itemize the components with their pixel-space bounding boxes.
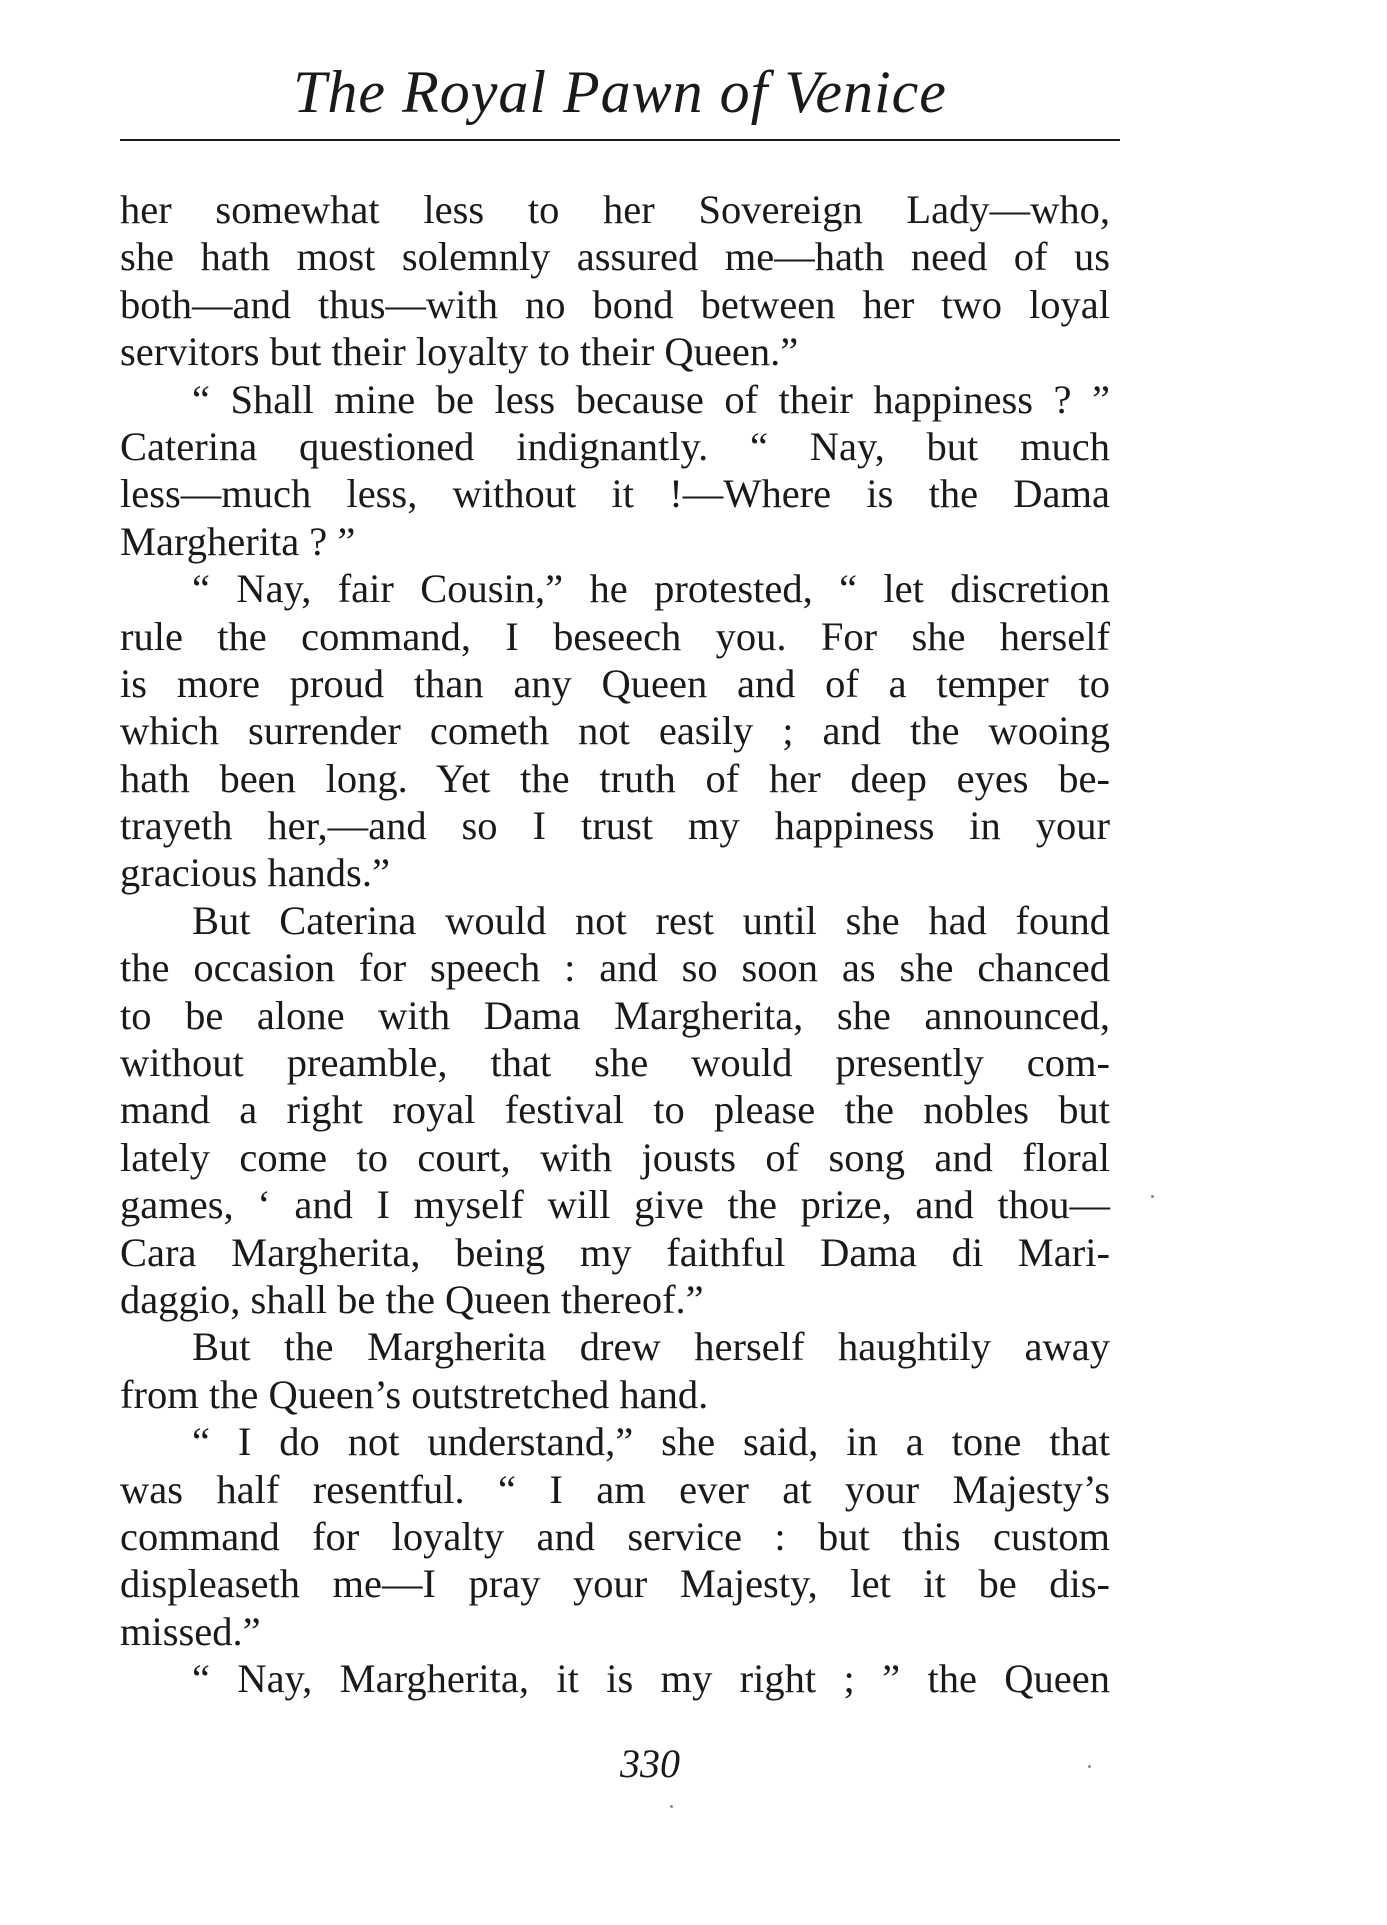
text-line: is more proud than any Queen and of a temper to	[120, 660, 1110, 706]
text-line: trayeth her,—and so I trust my happiness in your	[120, 803, 1110, 849]
text-line: she hath most solemnly assured me—hath need of us	[120, 234, 1110, 280]
text-line: “ Shall mine be less because of their happiness ? ”	[192, 376, 1110, 422]
body-text	[120, 186, 1110, 1703]
text-line: without preamble, that she would presently com-	[120, 1040, 1110, 1086]
text-line: “ I do not understand,” she said, in a tone that	[192, 1419, 1110, 1465]
text-line: which surrender cometh not easily ; and the wooing	[120, 708, 1110, 754]
running-head: The Royal Pawn of Venice	[293, 59, 947, 125]
paper-speck	[670, 1805, 673, 1808]
text-line: “ Nay, fair Cousin,” he protested, “ let discretion	[192, 566, 1110, 612]
text-line: Cara Margherita, being my faithful Dama di Mari-	[120, 1229, 1110, 1275]
text-line: hath been long. Yet the truth of her deep eyes be-	[120, 755, 1110, 801]
text-line: her somewhat less to her Sovereign Lady—who,	[120, 187, 1110, 232]
paper-speck	[1151, 1195, 1154, 1198]
text-line: was half resentful. “ I am ever at your Majesty’s	[120, 1466, 1110, 1512]
text-line: missed.”	[120, 1608, 261, 1654]
page-number: 330	[620, 1741, 680, 1786]
text-line: rule the command, I beseech you. For she herself	[120, 613, 1110, 659]
text-line: mand a right royal festival to please the nobles but	[120, 1087, 1110, 1133]
text-line: Margherita ? ”	[120, 518, 356, 564]
text-line: gracious hands.”	[120, 850, 390, 896]
text-line: the occasion for speech : and so soon as she chanced	[120, 945, 1110, 991]
text-line: Caterina questioned indignantly. “ Nay, but much	[120, 423, 1110, 469]
text-line: to be alone with Dama Margherita, she announced,	[120, 992, 1110, 1038]
text-line: But the Margherita drew herself haughtily away	[192, 1324, 1110, 1370]
text-line: But Caterina would not rest until she had found	[192, 897, 1110, 943]
text-line: both—and thus—with no bond between her two loyal	[120, 281, 1110, 327]
text-line: command for loyalty and service : but this custom	[120, 1513, 1110, 1559]
text-line: lately come to court, with jousts of song and floral	[120, 1134, 1110, 1180]
text-line: games, ‘ and I myself will give the prize, and thou—	[120, 1182, 1110, 1228]
text-line: from the Queen’s outstretched hand.	[120, 1371, 709, 1417]
text-line: “ Nay, Margherita, it is my right ; ” the Queen	[192, 1656, 1110, 1702]
text-line: less—much less, without it !—Where is the Dama	[120, 471, 1110, 517]
text-line: displeaseth me—I pray your Majesty, let it be dis-	[120, 1561, 1110, 1607]
text-line: servitors but their loyalty to their Queen.”	[120, 329, 799, 375]
paper-speck	[1088, 1765, 1091, 1768]
text-line: daggio, shall be the Queen thereof.”	[120, 1276, 704, 1322]
header-rule	[120, 139, 1120, 141]
